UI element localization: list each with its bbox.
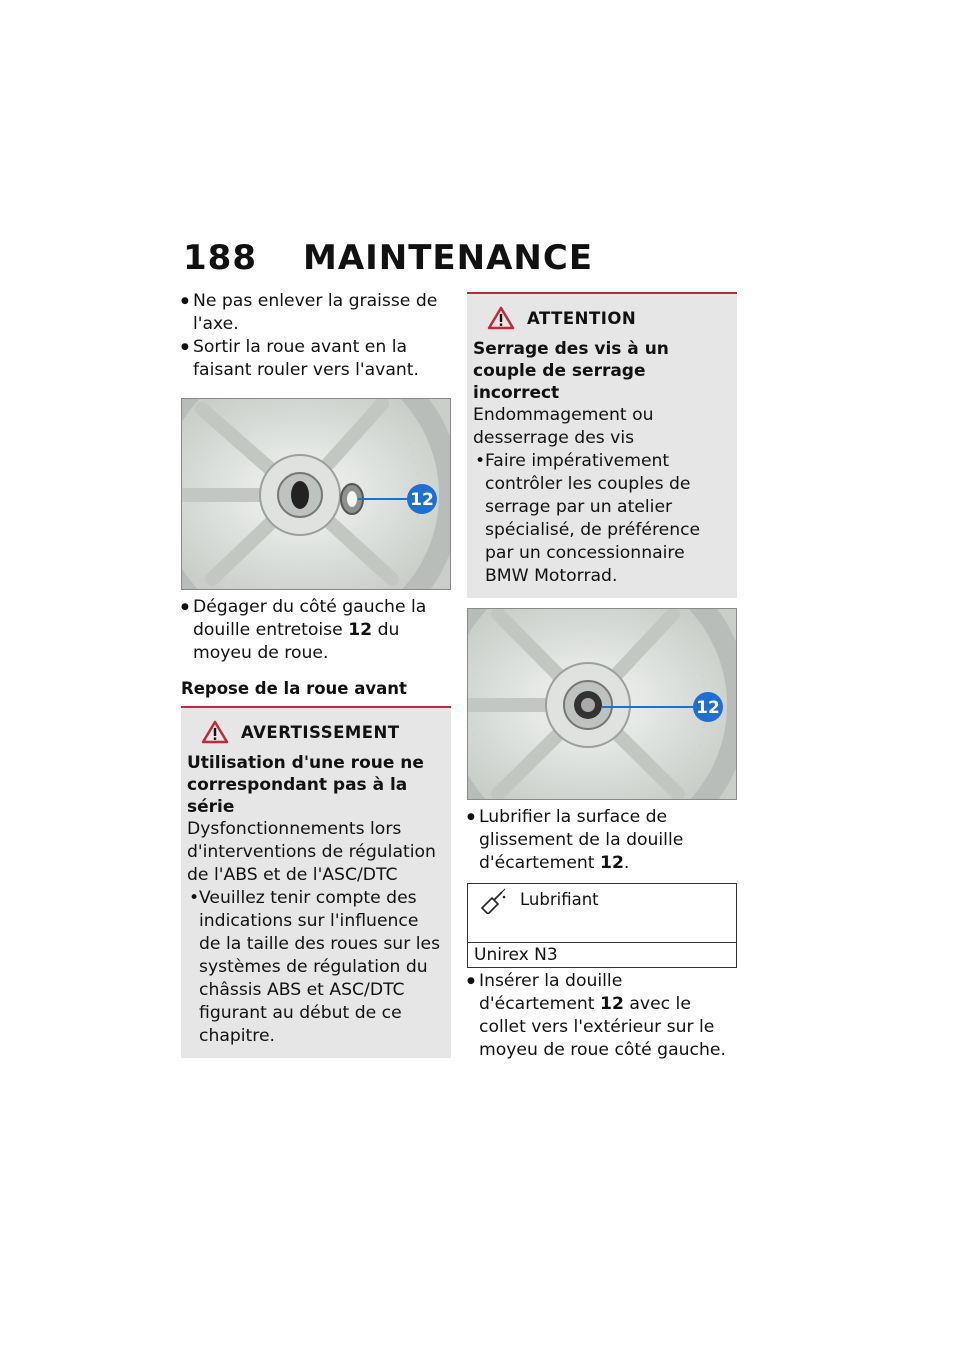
- page-header: [183, 238, 593, 278]
- lubricant-label: Lubrifiant: [520, 890, 599, 909]
- warning-title: AVERTISSEMENT: [241, 722, 400, 742]
- warning-triangle-icon: [487, 306, 515, 330]
- step-bullet: ● Insérer la douille d'écartement 12 avec le collet vers l'extérieur sur le moyeu de roue côté gauche.: [467, 970, 737, 1062]
- right-column: [467, 292, 737, 1062]
- warning-box: [181, 706, 451, 1058]
- figure-callout: 12: [410, 490, 434, 510]
- lubricant-value: Unirex N3: [474, 945, 558, 965]
- page-title: MAINTENANCE: [302, 238, 594, 278]
- wheel-hub-figure-2: [467, 608, 737, 800]
- attention-box: [467, 292, 737, 598]
- step-bullet: ● Dégager du côté gauche la douille entretoise 12 du moyeu de roue.: [181, 596, 451, 665]
- wheel-hub-illustration: [468, 609, 736, 799]
- attention-text: Endommagement ou desserrage des vis: [473, 405, 654, 448]
- attention-headline: Serrage des vis à un couple de serrage incorrect: [473, 339, 669, 403]
- section-heading: Repose de la roue avant: [181, 679, 407, 698]
- lubricant-table: [467, 883, 737, 968]
- warning-item: • Veuillez tenir compte des indications sur l'influence de la taille des roues sur les systèmes de régulation du châssis ABS et ASC/DTC figurant au début de ce chapitre.: [187, 887, 445, 1048]
- figure-callout: 12: [696, 698, 720, 718]
- wheel-hub-illustration: [182, 399, 450, 589]
- attention-title: ATTENTION: [527, 308, 637, 328]
- left-column: [181, 290, 451, 1058]
- wheel-hub-figure-1: [181, 398, 451, 590]
- warning-headline: Utilisation d'une roue ne correspondant pas à la série: [187, 753, 424, 817]
- step-bullet: ● Ne pas enlever la graisse de l'axe.: [181, 290, 451, 336]
- warning-text: Dysfonctionnements lors d'interventions de régulation de l'ABS et de l'ASC/DTC: [187, 819, 436, 885]
- warning-triangle-icon: [201, 720, 229, 744]
- lubricant-oilcan-icon: [478, 888, 508, 914]
- page-number: 188: [183, 238, 257, 278]
- step-bullet: ● Lubrifier la surface de glissement de la douille d'écartement 12.: [467, 806, 737, 875]
- attention-item: • Faire impérativement contrôler les couples de serrage par un atelier spécialisé, de préférence par un concessionnaire BMW Motorrad.: [473, 450, 731, 588]
- step-bullet: ● Sortir la roue avant en la faisant rouler vers l'avant.: [181, 336, 451, 382]
